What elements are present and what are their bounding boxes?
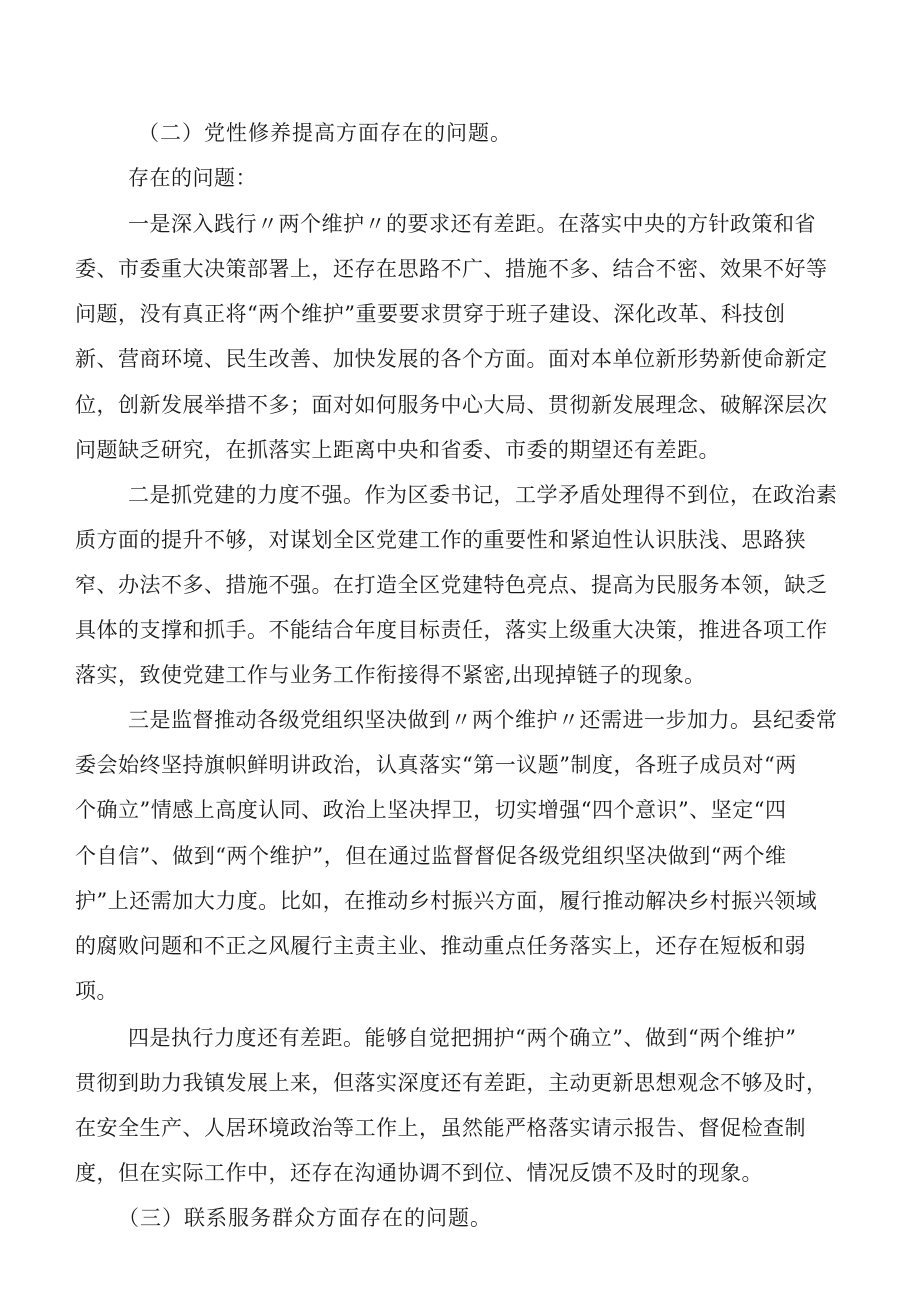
paragraph-line: 四是执行力度还有差距。能够自觉把拥护“两个确立”、做到“两个维护” — [128, 1026, 797, 1050]
paragraph-line: 护”上还需加大力度。比如，在推动乡村振兴方面，履行推动解决乡村振兴领域 — [75, 889, 818, 913]
paragraph-line: 委、市委重大决策部署上，还存在思路不广、措施不多、结合不密、效果不好等 — [75, 257, 828, 281]
paragraph-line: 一是深入践行〃两个维护〃的要求还有差距。在落实中央的方针政策和省 — [128, 212, 816, 236]
paragraph-line: 贯彻到助力我镇发展上来，但落实深度还有差距，主动更新思想观念不够及时， — [75, 1071, 828, 1095]
paragraph-line: 个自信”、做到“两个维护”，但在通过监督督促各级党组织坚决做到“两个维 — [75, 844, 787, 868]
section-heading-2: （二）党性修养提高方面存在的问题。 — [138, 121, 512, 145]
paragraph-line: 委会始终坚持旗帜鲜明讲政治，认真落实“第一议题”制度，各班子成员对“两 — [75, 753, 797, 777]
paragraph-line: 的腐败问题和不正之风履行主责主业、推动重点任务落实上，还存在短板和弱 — [75, 934, 806, 958]
paragraph-line: 质方面的提升不够，对谋划全区党建工作的重要性和紧迫性认识肤浅、思路狭 — [75, 528, 806, 552]
paragraph-line: 问题，没有真正将“两个维护”重要要求贯穿于班子建设、深化改革、科技创 — [75, 302, 786, 326]
paragraph-line: 度，但在实际工作中，还存在沟通协调不到位、情况反馈不及时的现象。 — [75, 1161, 763, 1185]
paragraph-line: 问题缺乏研究，在抓落实上距离中央和省委、市委的期望还有差距。 — [75, 438, 720, 462]
paragraph-line: 二是抓党建的力度不强。作为区委书记，工学矛盾处理得不到位，在政治素 — [128, 483, 838, 507]
paragraph-line: 项。 — [75, 979, 118, 1003]
paragraph-line: 三是监督推动各级党组织坚决做到〃两个维护〃还需进一步加力。县纪委常 — [128, 708, 838, 732]
paragraph-line: 窄、办法不多、措施不强。在打造全区党建特色亮点、提高为民服务本领，缺乏 — [75, 573, 828, 597]
paragraph-line: 新、营商环境、民生改善、加快发展的各个方面。面对本单位新形势新使命新定 — [75, 347, 828, 371]
paragraph-line: 具体的支撑和抓手。不能结合年度目标责任，落实上级重大决策，推进各项工作 — [75, 618, 828, 642]
paragraph-line: 位，创新发展举措不多；面对如何服务中心大局、贯彻新发展理念、破解深层次 — [75, 393, 828, 417]
paragraph-line: 在安全生产、人居环境政治等工作上，虽然能严格落实请示报告、督促检查制 — [75, 1116, 806, 1140]
problems-label: 存在的问题： — [128, 166, 257, 190]
paragraph-line: 个确立”情感上高度认同、政治上坚决捍卫，切实增强“四个意识”、坚定“四 — [75, 798, 787, 822]
section-heading-3: （三）联系服务群众方面存在的问题。 — [118, 1206, 492, 1230]
paragraph-line: 落实，致使党建工作与业务工作衔接得不紧密,出现掉链子的现象。 — [75, 663, 706, 687]
